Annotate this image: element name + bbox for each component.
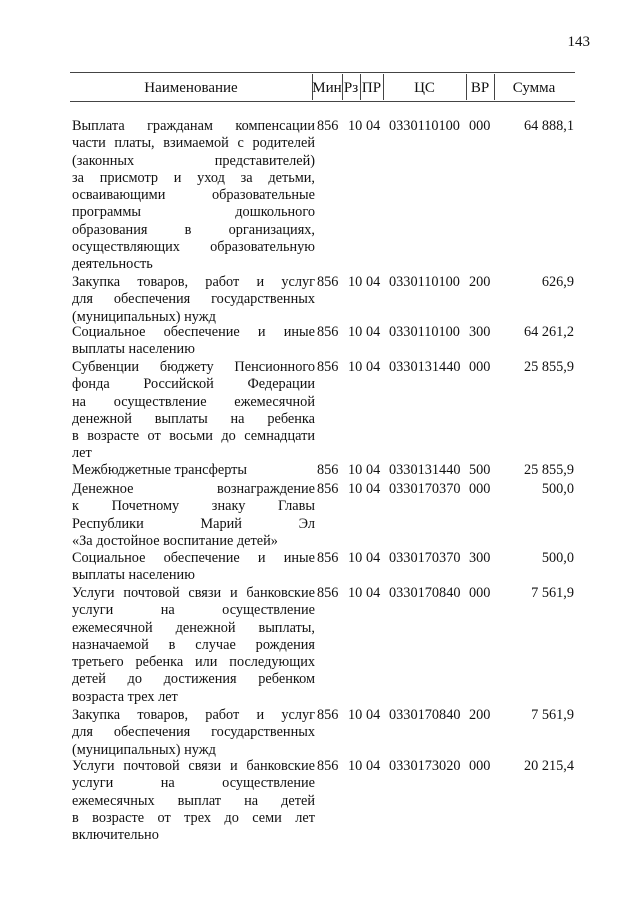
row-vr: 500: [469, 462, 491, 478]
row-min: 856: [317, 481, 339, 497]
row-min: 856: [317, 324, 339, 340]
row-rz: 10: [348, 118, 363, 134]
row-name: [72, 707, 315, 759]
row-name-line: Закупка товаров, работ и услуг: [72, 274, 315, 290]
table-row: [72, 118, 582, 274]
row-min: 856: [317, 118, 339, 134]
table-row: [72, 324, 582, 359]
row-name: [72, 585, 315, 706]
header-min: Мин: [312, 80, 342, 96]
table-row: [72, 550, 582, 585]
row-name-line: осуществляющих образовательную: [72, 239, 315, 256]
row-pr: 04: [366, 707, 381, 723]
header-rz: Рз: [343, 80, 359, 96]
row-name-line: (муниципальных) нужд: [72, 308, 216, 325]
row-name: [72, 274, 315, 326]
row-min: 856: [317, 707, 339, 723]
row-rz: 10: [348, 707, 363, 723]
table-row: [72, 707, 582, 759]
row-vr: 000: [469, 585, 491, 601]
row-pr: 04: [366, 758, 381, 774]
row-name-line: выплаты населению: [72, 341, 195, 358]
header-cs: ЦС: [414, 80, 435, 96]
row-rz: 10: [348, 324, 363, 340]
row-vr: 300: [469, 550, 491, 566]
header-top-rule: [70, 72, 575, 73]
row-name-line: назначаемой в случае рождения: [72, 636, 315, 653]
row-name-line: деятельность: [72, 256, 153, 273]
row-name-line: в возрасте от трех до семи лет: [72, 809, 315, 826]
header-pr: ПР: [361, 80, 382, 96]
row-name-line: денежной выплаты на ребенка: [72, 410, 315, 427]
row-vr: 000: [469, 118, 491, 134]
row-vr: 200: [469, 274, 491, 290]
row-name: [72, 550, 315, 585]
row-name-line: (муниципальных) нужд: [72, 741, 216, 758]
row-name-line: ежемесячной денежной выплаты,: [72, 619, 315, 636]
row-name-line: Денежное вознаграждение: [72, 481, 315, 497]
row-name: [72, 481, 315, 550]
row-name: [72, 359, 315, 463]
row-cs: 0330110100: [389, 118, 460, 134]
row-name-line: детей до достижения ребенком: [72, 671, 315, 688]
row-name-line: Республики Марий Эл: [72, 515, 315, 532]
row-cs: 0330131440: [389, 359, 461, 375]
row-min: 856: [317, 550, 339, 566]
row-min: 856: [317, 585, 339, 601]
row-name-line: включительно: [72, 827, 159, 844]
header-bottom-rule: [70, 101, 575, 102]
row-sum: 64 261,2: [523, 324, 574, 340]
row-cs: 0330170840: [389, 585, 461, 601]
row-rz: 10: [348, 758, 363, 774]
row-rz: 10: [348, 462, 363, 478]
row-name-line: фонда Российской Федерации: [72, 376, 315, 393]
row-name-line: в возрасте от восьми до семнадцати: [72, 428, 315, 445]
row-name-line: осваивающими образовательные: [72, 187, 315, 204]
row-sum: 626,9: [541, 274, 574, 290]
row-min: 856: [317, 758, 339, 774]
row-name: [72, 118, 315, 274]
row-sum: 64 888,1: [523, 118, 574, 134]
row-sum: 20 215,4: [523, 758, 574, 774]
row-min: 856: [317, 359, 339, 375]
row-pr: 04: [366, 274, 381, 290]
row-name-line: услуги на осуществление: [72, 602, 315, 619]
row-name-line: услуги на осуществление: [72, 775, 315, 792]
table-row: [72, 585, 582, 706]
row-vr: 000: [469, 481, 491, 497]
table-row: [72, 462, 582, 479]
row-rz: 10: [348, 359, 363, 375]
row-rz: 10: [348, 274, 363, 290]
header-vr: ВР: [470, 80, 490, 96]
row-name-line: Выплата гражданам компенсации: [72, 118, 315, 134]
row-pr: 04: [366, 118, 381, 134]
table-row: [72, 359, 582, 463]
row-name-line: программы дошкольного: [72, 204, 315, 221]
row-name-line: лет: [72, 445, 92, 462]
row-rz: 10: [348, 585, 363, 601]
row-name-line: для обеспечения государственных: [72, 724, 315, 741]
row-name-line: «За достойное воспитание детей»: [72, 532, 278, 549]
table-row: [72, 274, 582, 326]
row-pr: 04: [366, 359, 381, 375]
row-vr: 200: [469, 707, 491, 723]
header-name: Наименование: [144, 80, 238, 96]
row-sum: 25 855,9: [523, 462, 574, 478]
page-number: 143: [567, 34, 590, 50]
row-name-line: за присмотр и уход за детьми,: [72, 169, 315, 186]
row-name-line: для обеспечения государственных: [72, 291, 315, 308]
table-row: [72, 481, 582, 550]
row-name-line: третьего ребенка или последующих: [72, 654, 315, 671]
row-vr: 300: [469, 324, 491, 340]
row-vr: 000: [469, 758, 491, 774]
row-name-line: к Почетному знаку Главы: [72, 498, 315, 515]
row-name-line: выплаты населению: [72, 567, 195, 584]
row-pr: 04: [366, 462, 381, 478]
row-rz: 10: [348, 481, 363, 497]
row-name-line: Субвенции бюджету Пенсионного: [72, 359, 315, 375]
row-name-line: образования в организациях,: [72, 221, 315, 238]
row-name-line: Закупка товаров, работ и услуг: [72, 707, 315, 723]
row-name: [72, 758, 315, 844]
row-cs: 0330110100: [389, 274, 460, 290]
row-sum: 7 561,9: [531, 707, 574, 723]
row-name-line: на осуществление ежемесячной: [72, 393, 315, 410]
row-sum: 500,0: [541, 550, 574, 566]
row-sum: 500,0: [541, 481, 574, 497]
row-vr: 000: [469, 359, 491, 375]
row-cs: 0330110100: [389, 324, 460, 340]
row-pr: 04: [366, 585, 381, 601]
row-name: [72, 324, 315, 359]
row-name-line: Социальное обеспечение и иные: [72, 324, 315, 340]
row-cs: 0330170370: [389, 550, 461, 566]
row-pr: 04: [366, 481, 381, 497]
row-name-line: (законных представителей): [72, 152, 315, 169]
row-name: [72, 462, 315, 479]
row-cs: 0330170840: [389, 707, 461, 723]
row-name-line: Услуги почтовой связи и банковские: [72, 758, 315, 774]
row-name-line: Услуги почтовой связи и банковские: [72, 585, 315, 601]
row-name-line: Социальное обеспечение и иные: [72, 550, 315, 566]
row-sum: 25 855,9: [523, 359, 574, 375]
row-cs: 0330173020: [389, 758, 461, 774]
row-pr: 04: [366, 324, 381, 340]
row-min: 856: [317, 462, 339, 478]
header-sum: Сумма: [512, 80, 556, 96]
row-sum: 7 561,9: [531, 585, 574, 601]
row-rz: 10: [348, 550, 363, 566]
row-name-line: части платы, взимаемой с родителей: [72, 135, 315, 152]
row-cs: 0330131440: [389, 462, 461, 478]
row-name-line: Межбюджетные трансферты: [72, 462, 248, 478]
row-name-line: возраста трех лет: [72, 688, 178, 705]
row-min: 856: [317, 274, 339, 290]
row-pr: 04: [366, 550, 381, 566]
table-row: [72, 758, 582, 845]
row-cs: 0330170370: [389, 481, 461, 497]
row-name-line: ежемесячных выплат на детей: [72, 792, 315, 809]
